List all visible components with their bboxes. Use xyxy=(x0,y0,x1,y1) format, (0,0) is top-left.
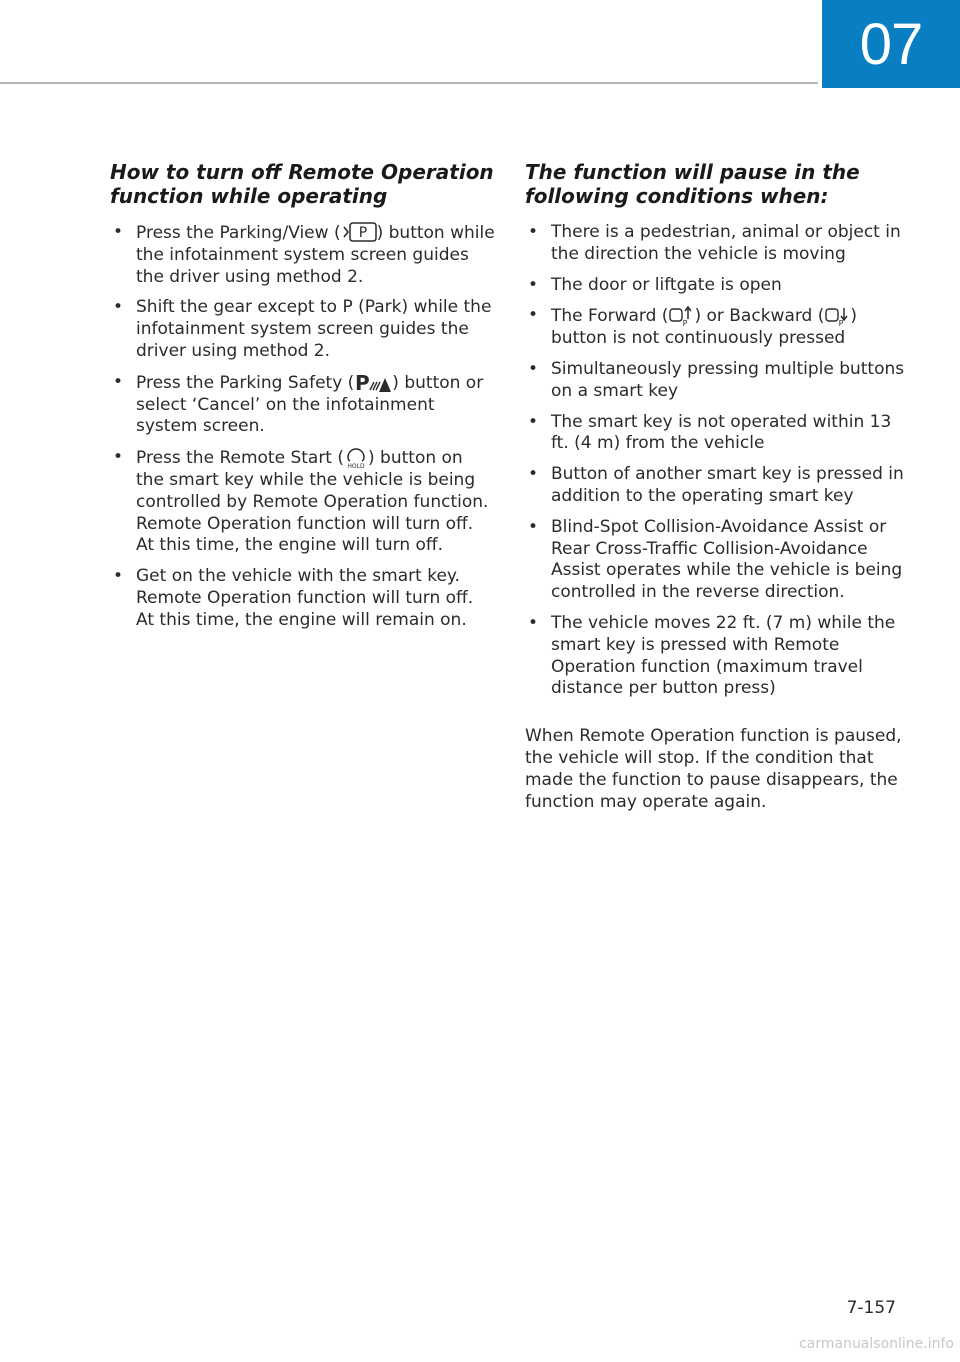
list-item: • Simultaneously pressing multiple buttons on a smart key xyxy=(525,359,910,403)
forward-icon xyxy=(668,305,694,328)
left-heading: How to turn off Remote Operation function while operating xyxy=(110,160,494,208)
list-item: • Blind-Spot Collision-Avoidance Assist or Rear Cross-Traffic Collision-Avoidance Assist operates while the vehicle is being controlled in the reverse direction. xyxy=(525,517,910,604)
backward-icon xyxy=(824,305,850,328)
remote-start-hold-icon xyxy=(344,447,368,470)
page-number: 7-157 xyxy=(846,1298,896,1318)
parking-view-icon xyxy=(341,222,377,242)
list-item: • The Forward ( P ) or Backward ( P ) button is not continuously pressed xyxy=(525,305,910,350)
chapter-tab: 07 xyxy=(822,0,960,88)
right-heading: The function will pause in the following conditions when: xyxy=(525,160,860,208)
list-item: • The door or liftgate is open xyxy=(525,275,910,297)
right-column xyxy=(525,160,910,813)
parking-safety-icon xyxy=(354,372,392,392)
list-item: • The smart key is not operated within 13 ft. (4 m) from the vehicle xyxy=(525,412,910,456)
header-rule xyxy=(0,82,818,84)
svg-text:P: P xyxy=(358,225,367,241)
svg-text:P: P xyxy=(355,371,370,394)
left-column xyxy=(110,160,495,641)
list-item: • Get on the vehicle with the smart key. Remote Operation function will turn off. At this time, the engine will remain on. xyxy=(110,566,495,631)
pause-paragraph: When Remote Operation function is paused, the vehicle will stop. If the condition that made the function to pause disappears, the function may operate again. xyxy=(525,726,902,812)
list-item: • Shift the gear except to P (Park) while the infotainment system screen guides the driver using method 2. xyxy=(110,297,495,362)
list-item: • Press the Parking Safety ( P ) button or select ‘Cancel’ on the infotainment system screen. xyxy=(110,372,495,438)
list-item: • Button of another smart key is pressed in addition to the operating smart key xyxy=(525,464,910,508)
list-item: • Press the Parking/View ( P ) button while the infotainment system screen guides the driver using method 2. xyxy=(110,222,495,288)
left-list xyxy=(110,222,495,632)
svg-text:P: P xyxy=(838,319,844,328)
svg-text:P: P xyxy=(683,319,688,328)
list-item: • There is a pedestrian, animal or object in the direction the vehicle is moving xyxy=(525,222,910,266)
right-list xyxy=(525,222,910,700)
list-item: • Press the Remote Start ( HOLD ) button on the smart key while the vehicle is being controlled by Remote Operation function. Remote Operation function will turn off. At this time, the engine will turn off. xyxy=(110,447,495,557)
watermark[interactable]: carmanualsonline.info xyxy=(799,1336,954,1352)
svg-text:HOLD: HOLD xyxy=(347,463,365,470)
list-item: • The vehicle moves 22 ft. (7 m) while the smart key is pressed with Remote Operation function (maximum travel distance per button press) xyxy=(525,613,910,700)
